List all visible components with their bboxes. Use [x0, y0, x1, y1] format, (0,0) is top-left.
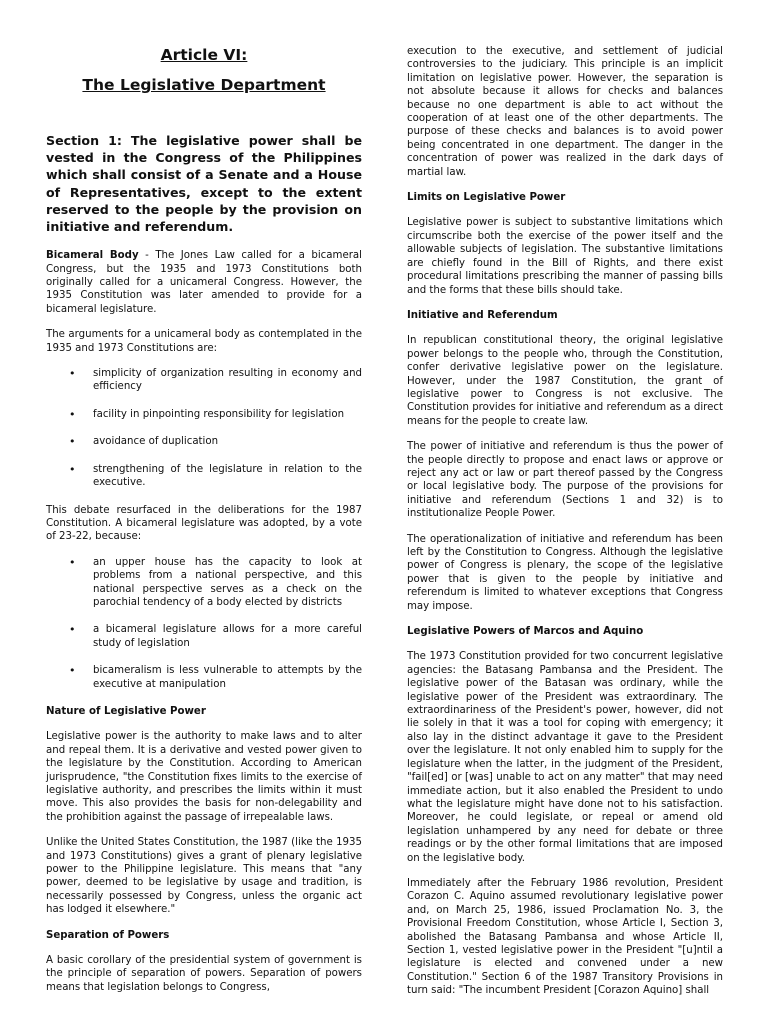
list-item-text: an upper house has the capacity to look at problems from a national perspective, and this national perspective serves as a check on the parochial tendency of a body elected by districts [93, 556, 362, 608]
nature-paragraph: Legislative power is the authority to make laws and to alter and repeal them. It is a derivative and vested power given to the legislature by the Constitution. According to American jurisprudence, "the Constitution fixes limits to the exercise of legislative authority, and prescribes the limits within it must move. This also provides the basis for non-delegability and the prohibition against the passage of irrepealable laws. [46, 731, 362, 823]
list-item [46, 556, 362, 610]
list-item [46, 623, 362, 650]
article-title: Article VI: [160, 46, 248, 64]
bullet-icon: • [69, 407, 76, 421]
bicameral-text: - The Jones Law called for a bicameral Congress, but the 1935 and 1973 Constitutions both originally called for a unicameral Congress. However, the 1935 Constitution was later amended to provide for a bicameral legislature. [46, 250, 362, 315]
separation-heading: Separation of Powers [46, 929, 170, 941]
bullet-icon: • [69, 664, 76, 678]
nature-heading: Nature of Legislative Power [46, 705, 206, 717]
list-item-text: facility in pinpointing responsibility for legislation [93, 408, 345, 420]
list-item-text: simplicity of organization resulting in economy and efficiency [93, 368, 362, 393]
separation-paragraph: A basic corollary of the presidential system of government is the principle of separation of powers. Separation of powers means that legislation belongs to Congress, [46, 955, 362, 993]
list-item [46, 664, 362, 691]
limits-heading: Limits on Legislative Power [407, 192, 566, 204]
unlike-paragraph: Unlike the United States Constitution, the 1987 (like the 1935 and 1973 Constitutions) gives a grant of plenary legislative power to the Philippine legislature. This means that "any power, deemed to be legislative by usage and tradition, is necessarily possessed by Congress, unless the organic act has lodged it elsewhere." [46, 837, 362, 916]
bullet-icon: • [69, 623, 76, 637]
list-item [46, 367, 362, 394]
separation-continued-paragraph: execution to the executive, and settlement of judicial controversies to the judiciary. This principle is an implicit limitation on legislative power. However, the separation is not absolute because it allows for checks and balances because no one department is able to act without the cooperation of at least one of the other departments. The purpose of these checks and balances is to avoid power being concentrated in one department. The danger in the concentration of power was realized in the dark days of martial law. [407, 46, 723, 178]
list-item [46, 463, 362, 490]
list-item-text: a bicameral legislature allows for a more careful study of legislation [93, 624, 362, 649]
list-item [46, 435, 362, 448]
list-item-text: strengthening of the legislature in relation to the executive. [93, 463, 362, 489]
department-title: The Legislative Department [82, 76, 326, 94]
bullet-icon: • [69, 367, 76, 381]
marcos-aquino-heading: Legislative Powers of Marcos and Aquino [407, 626, 644, 638]
bullet-icon: • [69, 555, 76, 569]
limits-paragraph: Legislative power is subject to substantive limitations which circumscribe both the exercise of the power itself and the allowable subjects of legislation. The substantive limitations are chiefly found in the Bill of Rights, and there exist procedural limitations prescribing the manner of passing bills and the forms that these bills should take. [407, 217, 723, 296]
bullet-icon: • [69, 435, 76, 449]
arguments-intro: The arguments for a unicameral body as contemplated in the 1935 and 1973 Constitutions are: [46, 329, 362, 354]
list-item-text: avoidance of duplication [93, 436, 219, 448]
debate-paragraph: This debate resurfaced in the deliberations for the 1987 Constitution. A bicameral legislature was adopted, by a vote of 23-22, because: [46, 504, 362, 543]
aquino-paragraph: Immediately after the February 1986 revolution, President Corazon C. Aquino assumed revolutionary legislative power and, on March 25, 1986, issued Proclamation No. 3, the Provisional Freedom Constitution, whose Article I, Section 3, abolished the Batasang Pambansa and whose Article II, Section 1, vested legislative power in the President "[u]ntil a legislature is elected and convened under a new Constitution." Section 6 of the 1987 Transitory Provisions in turn said: "The incumbent President [Corazon Aquino] shall [407, 877, 723, 995]
list-item [46, 408, 362, 421]
section-1-heading: Section 1: The legislative power shall be vested in the Congress of the Philippines which shall consist of a Senate and a House of Representatives, except to the extent reserved to the people by the provision on initiative and referendum. [46, 133, 362, 235]
bullet-icon: • [69, 462, 76, 476]
bicameral-arguments-list [46, 556, 362, 691]
right-column [407, 45, 723, 1007]
initiative-paragraph-1: In republican constitutional theory, the original legislative power belongs to the people who, through the Constitution, confer derivative legislative power on the legislature. However, under the 1987 Constitution, the grant of legislative power to Congress is not exclusive. The Constitution provides for initiative and referendum as a direct means for the people to create law. [407, 335, 723, 427]
initiative-paragraph-2: The power of initiative and referendum is thus the power of the people directly to propose and enact laws or approve or reject any act or law or part thereof passed by the Congress or local legislative body. The purpose of the provisions for initiative and referendum (Sections 1 and 32) is to institutionalize People Power. [407, 441, 723, 520]
list-item-text: bicameralism is less vulnerable to attempts by the executive at manipulation [93, 665, 362, 690]
left-column [46, 0, 362, 1006]
unicameral-arguments-list [46, 367, 362, 489]
bicameral-label: Bicameral Body [46, 250, 139, 262]
bicameral-paragraph [46, 249, 362, 316]
marcos-paragraph: The 1973 Constitution provided for two concurrent legislative agencies: the Batasang Pambansa and the President. The legislative power of the Batasan was ordinary, while the legislative power of the President was extraordinary. The extraordinariness of the President's power, however, did not lie solely in that it was a tool for coping with emergency; it also lay in the distinct advantage it gave to the President over the legislature. It not only enabled him to supply for the legislature when the latter, in the judgment of the President, "fail[ed] or [was] unable to act on any matter" that may need immediate action, but it also enabled the President to undo what the legislature might have done not to his satisfaction. Moreover, he could legislate, or repeal or amend old legislation unhampered by any need for debate or three readings or by the other formal limitations that are imposed on the legislative body. [407, 651, 723, 864]
initiative-paragraph-3: The operationalization of initiative and referendum has been left by the Constitution to Congress. Although the legislative power of Congress is plenary, the scope of the legislative power that is given to the people by initiative and referendum is limited to whatever exceptions that Congress may impose. [407, 533, 723, 612]
initiative-heading: Initiative and Referendum [407, 309, 558, 321]
